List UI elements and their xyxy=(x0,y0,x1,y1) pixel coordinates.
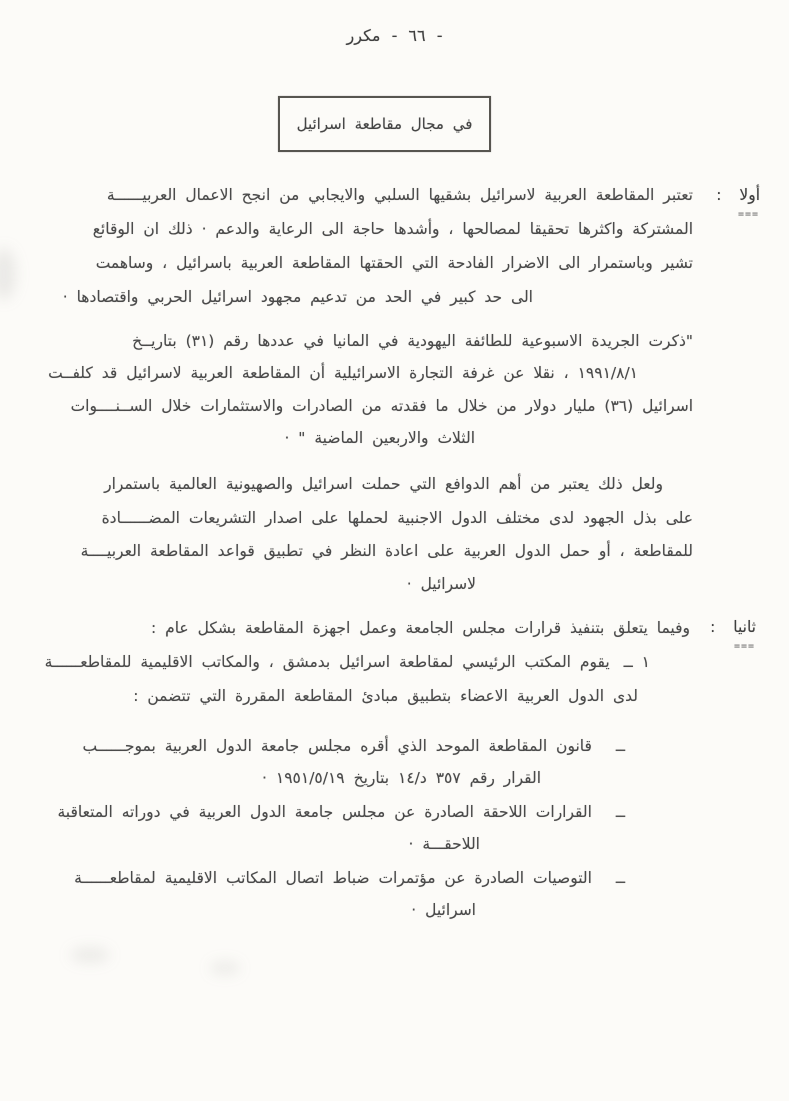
section2-label-underline: === xyxy=(733,641,755,652)
dash-bullet-icon: ــ xyxy=(615,869,625,887)
paragraph2-line4: الثلاث والاربعين الماضية " · xyxy=(284,429,475,447)
dash-bullet-icon: ــ xyxy=(615,737,625,755)
scan-smudge xyxy=(70,948,110,962)
bullet1-line2: القرار رقم ٣٥٧ د/١٤ بتاريخ ١٩٥١/٥/١٩ · xyxy=(262,769,541,787)
bullet1-text: قانون المقاطعة الموحد الذي أقره مجلس جامعة الدول العربية بموجــــــب xyxy=(82,737,592,755)
section2-intro-line: وفيما يتعلق بتنفيذ قرارات مجلس الجامعة وعمل اجهزة المقاطعة بشكل عام : xyxy=(150,619,690,637)
bullet1-line1 xyxy=(82,737,625,755)
bullet3-line1 xyxy=(74,869,625,887)
paragraph1-line3: تشير وباستمرار الى الاضرار الفادحة التي الحقتها المقاطعة العربية باسرائيل ، وساهمت xyxy=(95,254,693,272)
item1-number: ١ ــ xyxy=(623,653,650,671)
bullet3-text: التوصيات الصادرة عن مؤتمرات ضباط اتصال المكاتب الاقليمية لمقاطعــــــة xyxy=(74,869,592,887)
section2-label: ثانيا : xyxy=(710,618,756,636)
paragraph1-line2: المشتركة واكثرها تحقيقا لمصالحها ، وأشدها حاجة الى الرعاية والدعم · ذلك ان الوقائع xyxy=(92,220,693,238)
paragraph1-line1: تعتبر المقاطعة العربية لاسرائيل بشقيها السلبي والايجابي من انجح الاعمال العربيــــــة xyxy=(106,186,693,204)
dash-bullet-icon: ــ xyxy=(615,803,625,821)
paragraph3-line2: على بذل الجهود لدى مختلف الدول الاجنبية لحملها على اصدار التشريعات المضــــــادة xyxy=(101,509,693,527)
paragraph3-line4: لاسرائيل · xyxy=(406,575,476,593)
bullet2-line2: اللاحقـــة · xyxy=(408,835,480,853)
paragraph2-line3: اسرائيل (٣٦) مليار دولار من خلال ما فقدته من الصادرات والاستثمارات خلال الســنــــوات xyxy=(70,397,693,415)
paragraph2-line2: ١٩٩١/٨/١ ، نقلا عن غرفة التجارة الاسرائيلية أن المقاطعة العربية لاسرائيل قد كلفــت xyxy=(48,364,638,382)
item1-text: يقوم المكتب الرئيسي لمقاطعة اسرائيل بدمشق ، والمكاتب الاقليمية للمقاطعــــــة xyxy=(44,653,610,671)
page-number: - ٦٦ - مكرر xyxy=(346,26,443,45)
scan-smudge xyxy=(0,248,16,300)
section1-label: أولا : xyxy=(716,186,760,204)
bullet2-line1 xyxy=(58,803,626,821)
document-title: في مجال مقاطعة اسرائيل xyxy=(296,115,473,133)
paragraph3-line1: ولعل ذلك يعتبر من أهم الدوافع التي حملت اسرائيل والصهيونية العالمية باستمرار xyxy=(104,475,663,493)
bullet3-line2: اسرائيل · xyxy=(411,901,476,919)
item1-line2: لدى الدول العربية الاعضاء بتطبيق مبادئ المقاطعة المقررة التي تتضمن : xyxy=(133,687,638,705)
item1-line1 xyxy=(45,653,650,671)
title-box xyxy=(278,96,491,152)
paragraph3-line3: للمقاطعة ، أو حمل الدول العربية على اعادة النظر في تطبيق قواعد المقاطعة العربيــــة xyxy=(80,542,693,560)
bullet2-text: القرارات اللاحقة الصادرة عن مجلس جامعة الدول العربية في دوراته المتعاقبة xyxy=(57,803,592,821)
scan-smudge xyxy=(210,962,240,974)
paragraph1-line4: الى حد كبير في الحد من تدعيم مجهود اسرائيل الحربي واقتصادها · xyxy=(62,288,533,306)
paragraph2-line1: "ذكرت الجريدة الاسبوعية للطائفة اليهودية في المانيا في عددها رقم (٣١) بتاريــخ xyxy=(132,332,693,350)
section1-label-underline: === xyxy=(737,209,759,220)
